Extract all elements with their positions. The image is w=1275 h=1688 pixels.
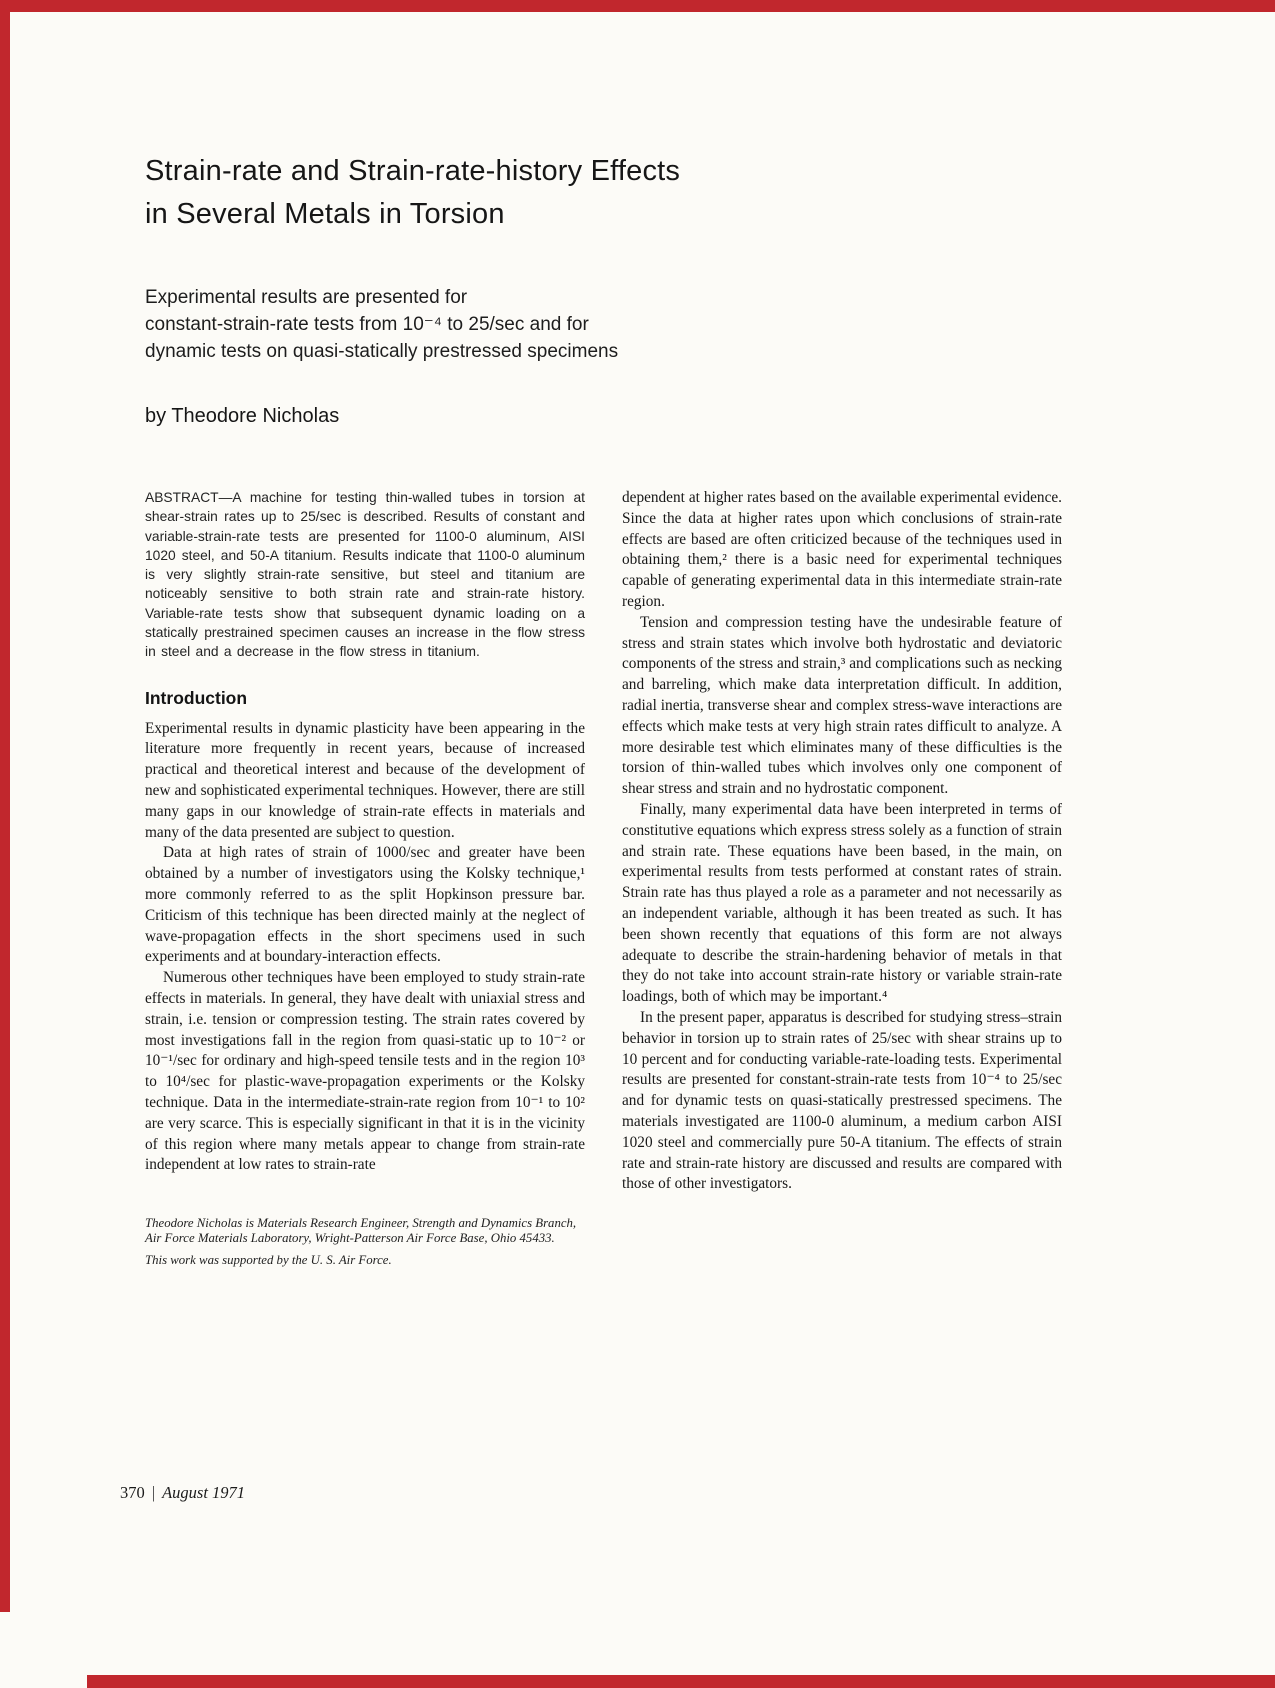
paragraph: Tension and compression testing have the undesirable feature of stress and strain states which involve both hydrostatic and deviatoric components of the stress and strain,³ and complications such as necking and barreling, which make data interpretation difficult. In addition, radial inertia, transverse shear and complex stress-wave interactions are effects which make tests at very high strain rates difficult to analyze. A more desirable test which eliminates many of these difficulties is the torsion of thin-walled tubes which involves only one component of shear stress and strain and no hydrostatic component. (622, 613, 1062, 798)
author-footnote-support: This work was supported by the U. S. Air Force. (145, 1253, 392, 1268)
paper-title-line1: Strain-rate and Strain-rate-history Effects (145, 155, 681, 187)
paragraph: Data at high rates of strain of 1000/sec and greater have been obtained by a number of investigators using the Kolsky technique,¹ more commonly referred to as the split Hopkinson pressure bar. Criticism of this technique has been directed mainly at the neglect of wave-propagation effects in the short specimens used in such experiments and at boundary-interaction effects. (145, 844, 585, 966)
page (145, 0, 1137, 1268)
byline: by Theodore Nicholas (145, 405, 340, 427)
columns (145, 488, 1137, 1268)
paragraph: Finally, many experimental data have been interpreted in terms of constitutive equations which express stress solely as a function of strain and strain rate. These equations have been based, in the main, on experimental results from tests performed at constant rates of strain. Strain rate has thus played a role as a parameter and not necessarily as an independent variable, although it has been treated as such. It has been shown recently that equations of this form are not always adequate to describe the strain-hardening behavior of metals in that they do not take into account strain-rate history or variable strain-rate loadings, both of which may be important.⁴ (622, 800, 1062, 1006)
paper-title (145, 0, 1137, 236)
paper-subtitle-line1: Experimental results are presented for (145, 287, 468, 308)
paper-subtitle (145, 284, 1137, 365)
paper-title-line2: in Several Metals in Torsion (145, 198, 505, 230)
paragraph: Numerous other techniques have been employed to study strain-rate effects in materials. In general, they have dealt with uniaxial stress and strain, i.e. tension or compression testing. The strain rates covered by most investigations fall in the region from quasi-static up to 10⁻² or 10⁻¹/sec for ordinary and high-speed tensile tests and in the region 10³ to 10⁴/sec for plastic-wave-propagation experiments or the Kolsky technique. Data in the intermediate-strain-rate region from 10⁻¹ to 10² are very scarce. This is especially significant in that it is in the vicinity of this region where many metals appear to change from strain-rate independent at low rates to strain-rate (145, 969, 585, 1174)
paragraph: dependent at higher rates based on the available experimental evidence. Since the data at higher rates upon which conclusions of strain-rate effects are based are often criticized because of the techniques used in obtaining them,² there is a basic need for experimental techniques capable of generating experimental data in this intermediate strain-rate region. (622, 489, 1062, 610)
page-number: 370 (120, 1483, 145, 1502)
issue-date: August 1971 (162, 1483, 246, 1502)
author-footnote-affiliation: Theodore Nicholas is Materials Research Engineer, Strength and Dynamics Branch, Air Force Materials Laboratory, Wright-Patterson Air Force Base, Ohio 45433. (145, 1216, 577, 1246)
page-footer (120, 1483, 245, 1503)
left-column (145, 488, 585, 1268)
footer-separator: | (151, 1483, 156, 1502)
right-column (622, 488, 1062, 1268)
abstract: ABSTRACT—A machine for testing thin-walled tubes in torsion at shear-strain rates up to 25/sec is described. Results of constant and variable-strain-rate tests are presented for 1100-0 aluminum, AISI 1020 steel, and 50-A titanium. Results indicate that 1100-0 aluminum is very slightly strain-rate sensitive, but steel and titanium are noticeably sensitive to both strain rate and strain-rate history. Variable-rate tests show that subsequent dynamic loading on a statically prestrained specimen causes an increase in the flow stress in steel and a decrease in the flow stress in titanium. (145, 490, 585, 660)
paper-subtitle-line3: dynamic tests on quasi-statically prestressed specimens (145, 341, 619, 362)
paper-subtitle-line2: constant-strain-rate tests from 10⁻⁴ to 25/sec and for (145, 314, 589, 335)
paragraph: In the present paper, apparatus is described for studying stress–strain behavior in torsion up to strain rates of 25/sec with shear strains up to 10 percent and for conducting variable-rate-loading tests. Experimental results are presented for constant-strain-rate tests from 10⁻⁴ to 25/sec and for dynamic tests on quasi-statically prestressed specimens. The materials investigated are 1100-0 aluminum, a medium carbon AISI 1020 steel and commercially pure 50-A titanium. The effects of strain rate and strain-rate history are discussed and results are compared with those of other investigators. (622, 1008, 1062, 1193)
introduction-heading: Introduction (145, 687, 248, 708)
scan-edge-left (0, 0, 10, 1612)
author-footnote (145, 1216, 585, 1268)
scan-edge-bottom (87, 1675, 1275, 1688)
paragraph: Experimental results in dynamic plasticity have been appearing in the literature more frequently in recent years, because of increased practical and theoretical interest and because of the development of new and sophisticated experimental techniques. However, there are still many gaps in our knowledge of strain-rate effects in materials and many of the data presented are subject to question. (145, 719, 585, 841)
